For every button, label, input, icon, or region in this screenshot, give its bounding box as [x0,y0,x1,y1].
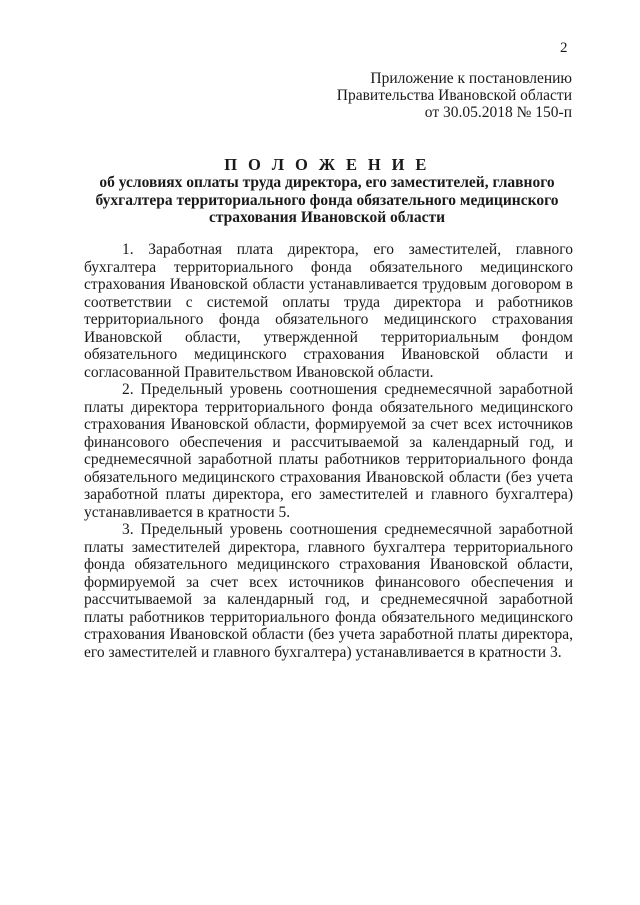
annex-line-2: Правительства Ивановской области [336,87,572,104]
document-title-block [84,155,570,227]
paragraph-3: 3. Предельный уровень соотношения среднемесячной заработной платы заместителей директора, главного бухгалтера территориального фонда обязательного медицинского страхования Ивановской области, формируемой за счет всех источников финансового обеспечения и рассчитываемой за календарный год, и среднемесячной заработной платы работников территориального фонда обязательного медицинского страхования Ивановской области (без учета заработной платы директора, его заместителей и главного бухгалтера) устанавливается в кратности 3. [84,521,573,661]
document-subtitle: об условиях оплаты труда директора, его заместителей, главного бухгалтера территориального фонда обязательного медицинского страхования Ивановской области [95,174,559,226]
document-body [84,241,573,661]
annex-header [252,70,572,121]
annex-line-3: от 30.05.2018 № 150-п [424,104,572,121]
paragraph-1: 1. Заработная плата директора, его заместителей, главного бухгалтера территориального фонда обязательного медицинского страхования Ивановской области устанавливается трудовым договором в соответствии с системой оплаты труда директора и работников территориального фонда обязательного медицинского страхования Ивановской области, утвержденной территориальным фондом обязательного медицинского страхования Ивановской области и согласованной Правительством Ивановской области. [84,241,573,381]
document-title: П О Л О Ж Е Н И Е [224,155,430,174]
page-number: 2 [560,40,568,56]
paragraph-2: 2. Предельный уровень соотношения среднемесячной заработной платы директора территориального фонда обязательного медицинского страхования Ивановской области, формируемой за счет всех источников финансового обеспечения и рассчитываемой за календарный год, и среднемесячной заработной платы работников территориального фонда обязательного медицинского страхования Ивановской области (без учета заработной платы директора, его заместителей и главного бухгалтера) устанавливается в кратности 5. [84,381,573,521]
annex-line-1: Приложение к постановлению [370,70,572,87]
